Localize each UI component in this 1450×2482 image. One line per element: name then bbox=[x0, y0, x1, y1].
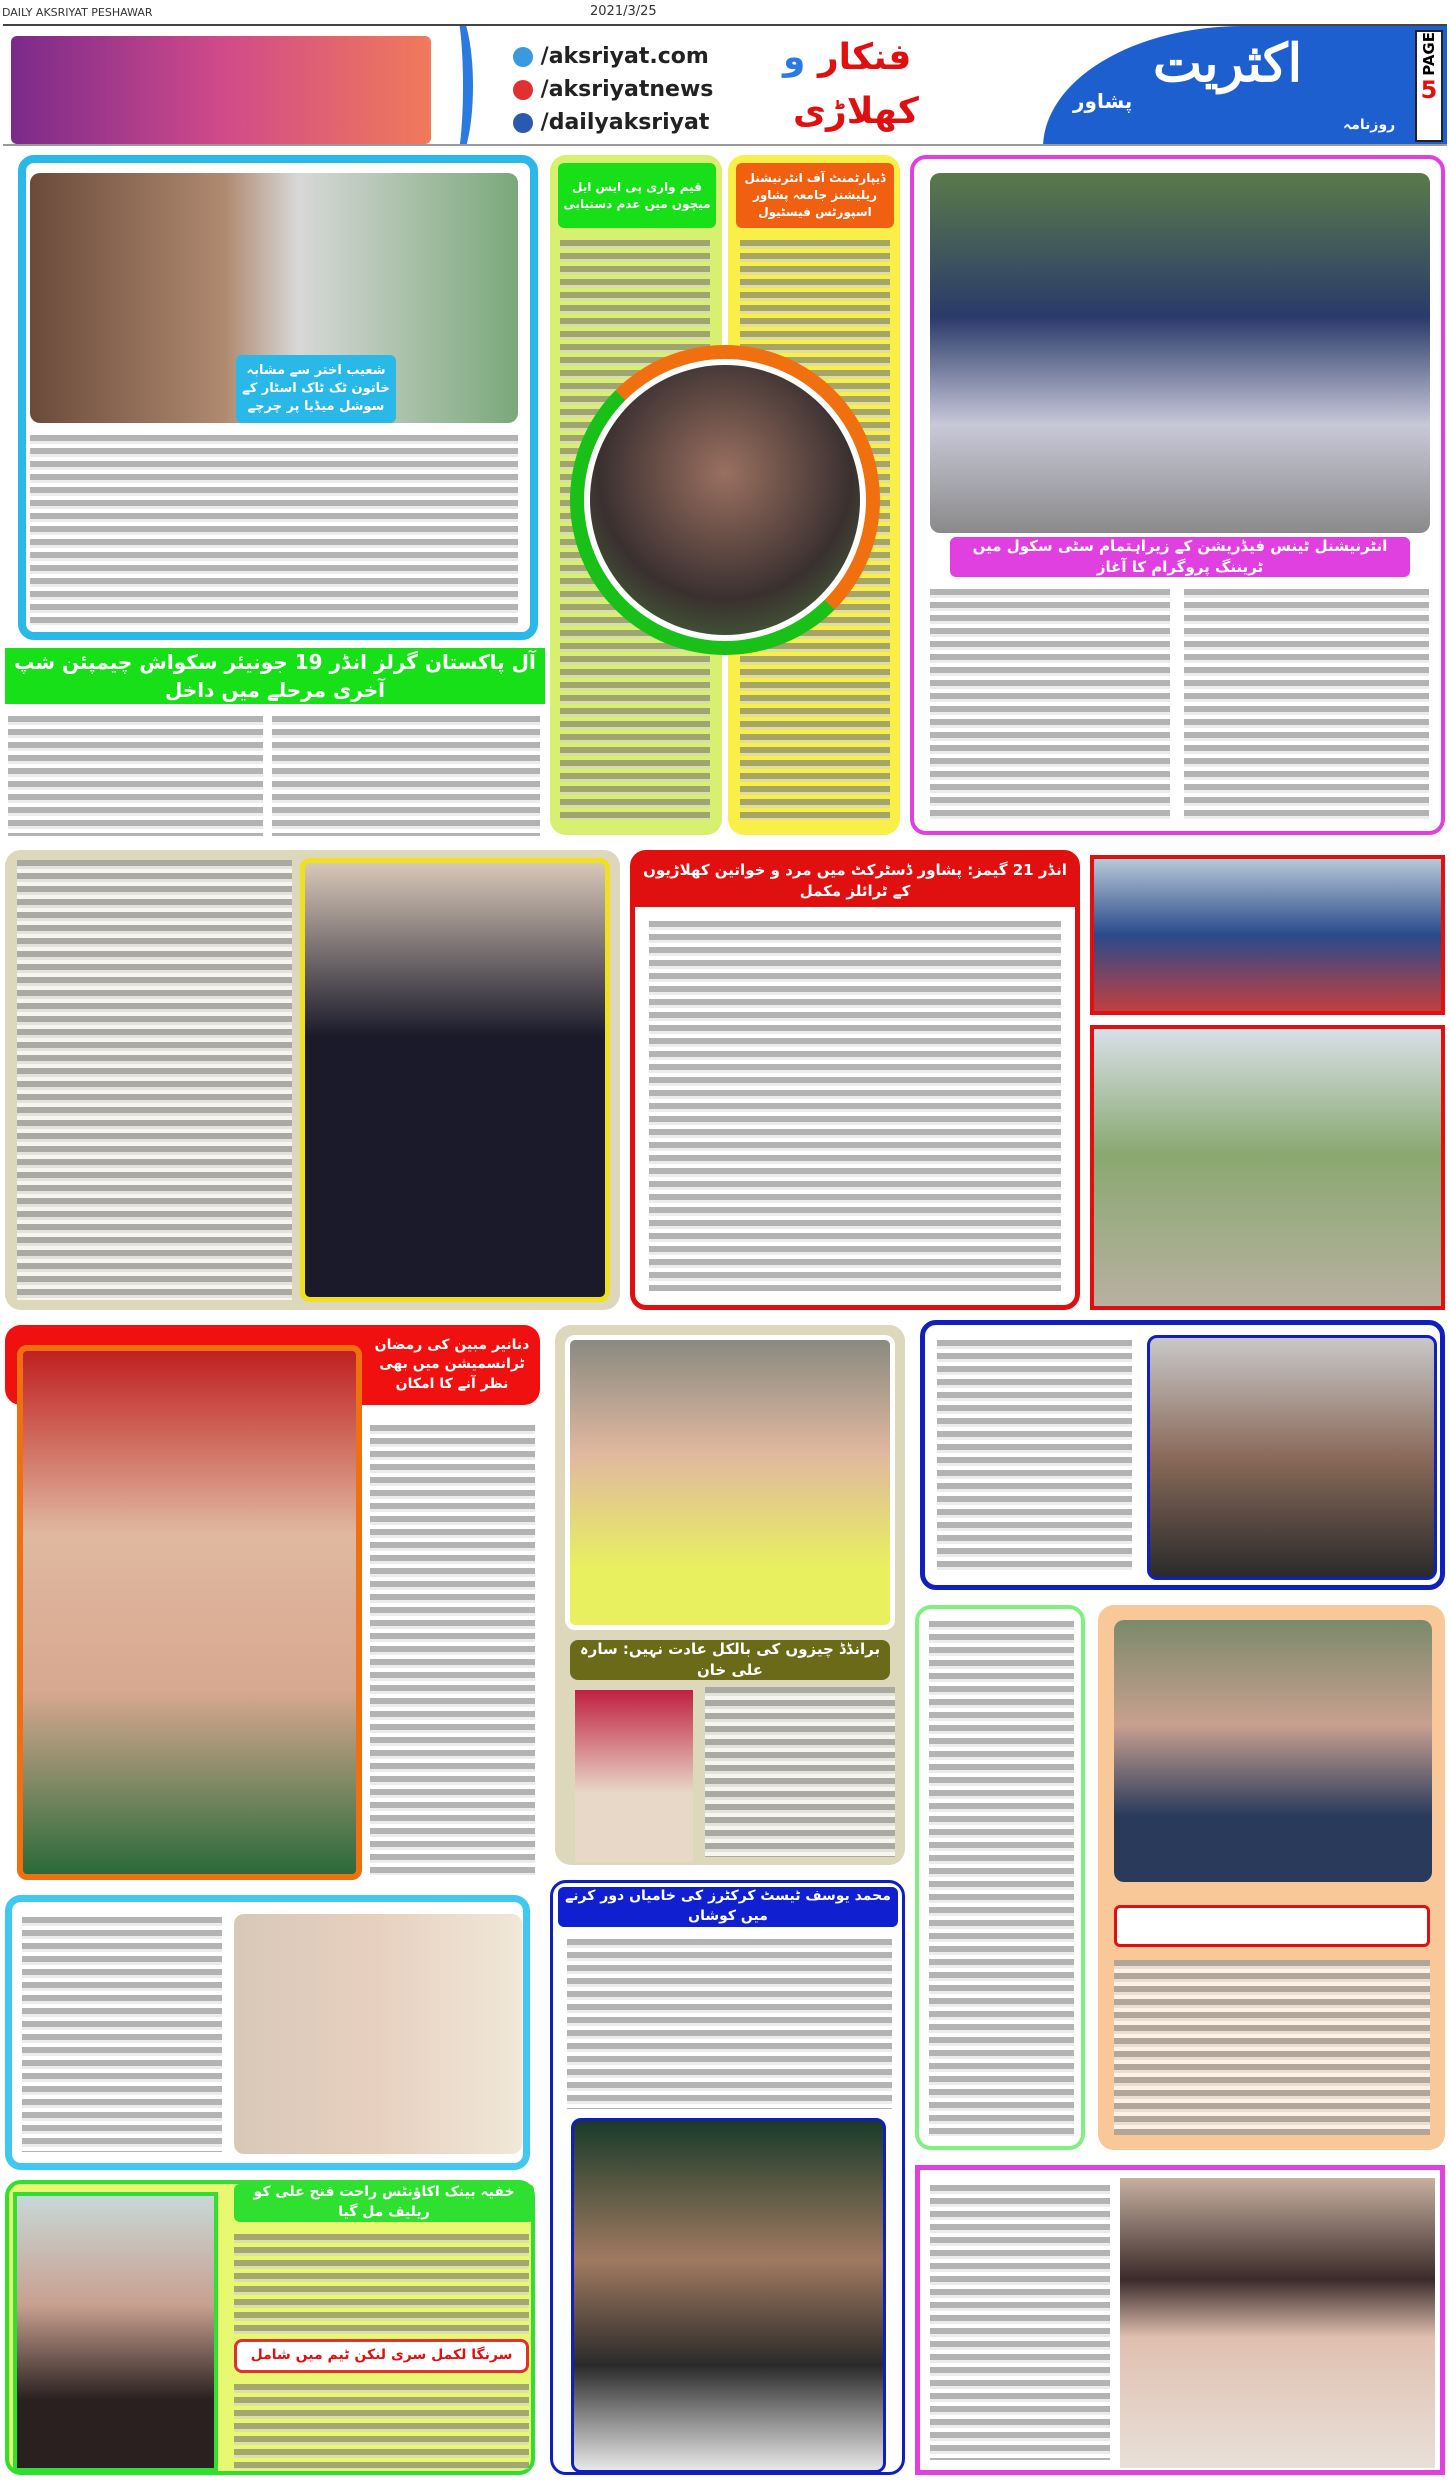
photo-sethi bbox=[1114, 1620, 1432, 1882]
caption-tennis: انٹرنیشنل ٹینس فیڈریشن کے زیراہتمام سٹی سکول میں ٹریننگ پروگرام کا آغاز bbox=[950, 537, 1410, 577]
body-text bbox=[8, 716, 263, 836]
body-text bbox=[930, 589, 1170, 819]
body-text bbox=[1184, 589, 1429, 819]
photo-tennis bbox=[930, 173, 1430, 533]
brand-city: پشاور bbox=[1073, 89, 1133, 113]
photo-team bbox=[1090, 855, 1445, 1015]
section-title-word: فنکار bbox=[817, 37, 912, 78]
photo-emraan bbox=[1147, 1335, 1437, 1580]
body-text bbox=[937, 1340, 1132, 1570]
social-links bbox=[513, 40, 713, 139]
article-rahat bbox=[5, 2180, 535, 2475]
body-text bbox=[17, 860, 292, 1300]
photo-yousuf-portrait bbox=[590, 365, 860, 635]
body-text bbox=[649, 921, 1061, 1291]
article-yousuf bbox=[550, 1880, 905, 2475]
photo-sara bbox=[565, 1335, 895, 1630]
body-text bbox=[370, 1425, 535, 1875]
body-text bbox=[22, 1917, 222, 2152]
headline-squash: آل پاکستان گرلز انڈر 19 جونیئر سکواش چیمپئن شپ آخری مرحلے میں داخل bbox=[5, 648, 545, 704]
facebook-icon bbox=[513, 113, 533, 133]
caption-sethi bbox=[1114, 1905, 1430, 1947]
photo-dananeer bbox=[17, 1345, 362, 1880]
body-text bbox=[234, 2234, 529, 2334]
page-label: PAGE bbox=[1420, 32, 1438, 76]
section-title-1 bbox=[783, 34, 911, 82]
page-badge bbox=[1415, 30, 1443, 142]
body-text bbox=[929, 1621, 1074, 2136]
social-twitter[interactable] bbox=[513, 40, 713, 73]
headline-yousuf: محمد یوسف ٹیسٹ کرکٹرز کی خامیاں دور کرنے میں کوشاں bbox=[558, 1887, 898, 1927]
headline-festival: ڈیپارٹمنٹ آف انٹرنیشنل ریلیشنز جامعہ پشاور اسپورٹس فیسٹیول bbox=[736, 163, 894, 228]
celebrity-strip bbox=[11, 36, 431, 144]
social-facebook[interactable] bbox=[513, 106, 713, 139]
headline-dananeer: دنانیر مبین کی رمضان ٹرانسمیشن میں بھی نظر آنے کا امکان bbox=[367, 1325, 537, 1405]
body-text bbox=[930, 2185, 1110, 2460]
photo-yousuf bbox=[571, 2118, 886, 2473]
article-salman bbox=[5, 850, 620, 1310]
youtube-icon bbox=[513, 80, 533, 100]
date: 2021/3/25 bbox=[590, 4, 657, 19]
social-youtube[interactable] bbox=[513, 73, 713, 106]
article-emraan bbox=[920, 1320, 1445, 1590]
headline-rahat: خفیہ بینک اکاؤنٹس راحت فتح علی کو ریلیف مل گیا bbox=[234, 2184, 534, 2222]
subhead-lakmal: سرنگا لکمل سری لنکن ٹیم میں شامل bbox=[234, 2339, 529, 2373]
article-green-column bbox=[915, 1605, 1085, 2150]
brand-daily: روزنامہ bbox=[1343, 117, 1396, 133]
social-handle: /aksriyatnews bbox=[540, 77, 714, 102]
section-title-2: کھلاڑی bbox=[793, 91, 919, 132]
page-number: 5 bbox=[1420, 75, 1438, 104]
article-shahroz bbox=[5, 1895, 530, 2170]
photo-rahat bbox=[13, 2192, 218, 2472]
body-text bbox=[234, 2384, 529, 2469]
article-shoaib bbox=[18, 155, 538, 640]
headline-under21: انڈر 21 گیمز: پشاور ڈسٹرکٹ میں مرد و خواتین کھلاڑیوں کے ٹرائلز مکمل bbox=[635, 855, 1075, 907]
body-text bbox=[30, 435, 518, 625]
masthead-banner bbox=[3, 24, 1447, 146]
blue-swoosh bbox=[433, 24, 473, 146]
body-text bbox=[1114, 1960, 1430, 2135]
article-under21 bbox=[630, 850, 1080, 1310]
social-handle: /aksriyat.com bbox=[540, 44, 709, 69]
photo-salman bbox=[300, 858, 610, 1302]
center-feature bbox=[550, 155, 900, 835]
photo-sara-small bbox=[575, 1690, 693, 1862]
article-tennis bbox=[910, 155, 1445, 835]
social-handle: /dailyaksriyat bbox=[540, 110, 710, 135]
headline-psl: قیم واری پی ایس ایل میچوں میں عدم دستیابی bbox=[558, 163, 716, 228]
section-and: و bbox=[783, 37, 806, 78]
caption-shoaib: شعیب اختر سے مشابہ خاتون ٹک ٹاک اسٹار کے سوشل میڈیا پر چرچے bbox=[236, 355, 396, 423]
brand-logo: اکثریت bbox=[1153, 33, 1303, 94]
article-ayesha bbox=[915, 2165, 1445, 2475]
edition-label: DAILY AKSRIYAT PESHAWAR bbox=[2, 6, 153, 19]
article-dananeer bbox=[5, 1325, 540, 1885]
photo-cricket bbox=[1090, 1025, 1445, 1310]
photo-ayesha bbox=[1120, 2178, 1435, 2468]
body-text bbox=[272, 716, 540, 836]
twitter-icon bbox=[513, 47, 533, 67]
body-text bbox=[567, 1939, 892, 2109]
article-sethi bbox=[1098, 1605, 1445, 2150]
photo-couple bbox=[234, 1914, 522, 2154]
body-text bbox=[705, 1687, 895, 1857]
headline-sara: برانڈڈ چیزوں کی بالکل عادت نہیں: سارہ علی خان bbox=[570, 1640, 890, 1680]
article-sara bbox=[555, 1325, 905, 1865]
